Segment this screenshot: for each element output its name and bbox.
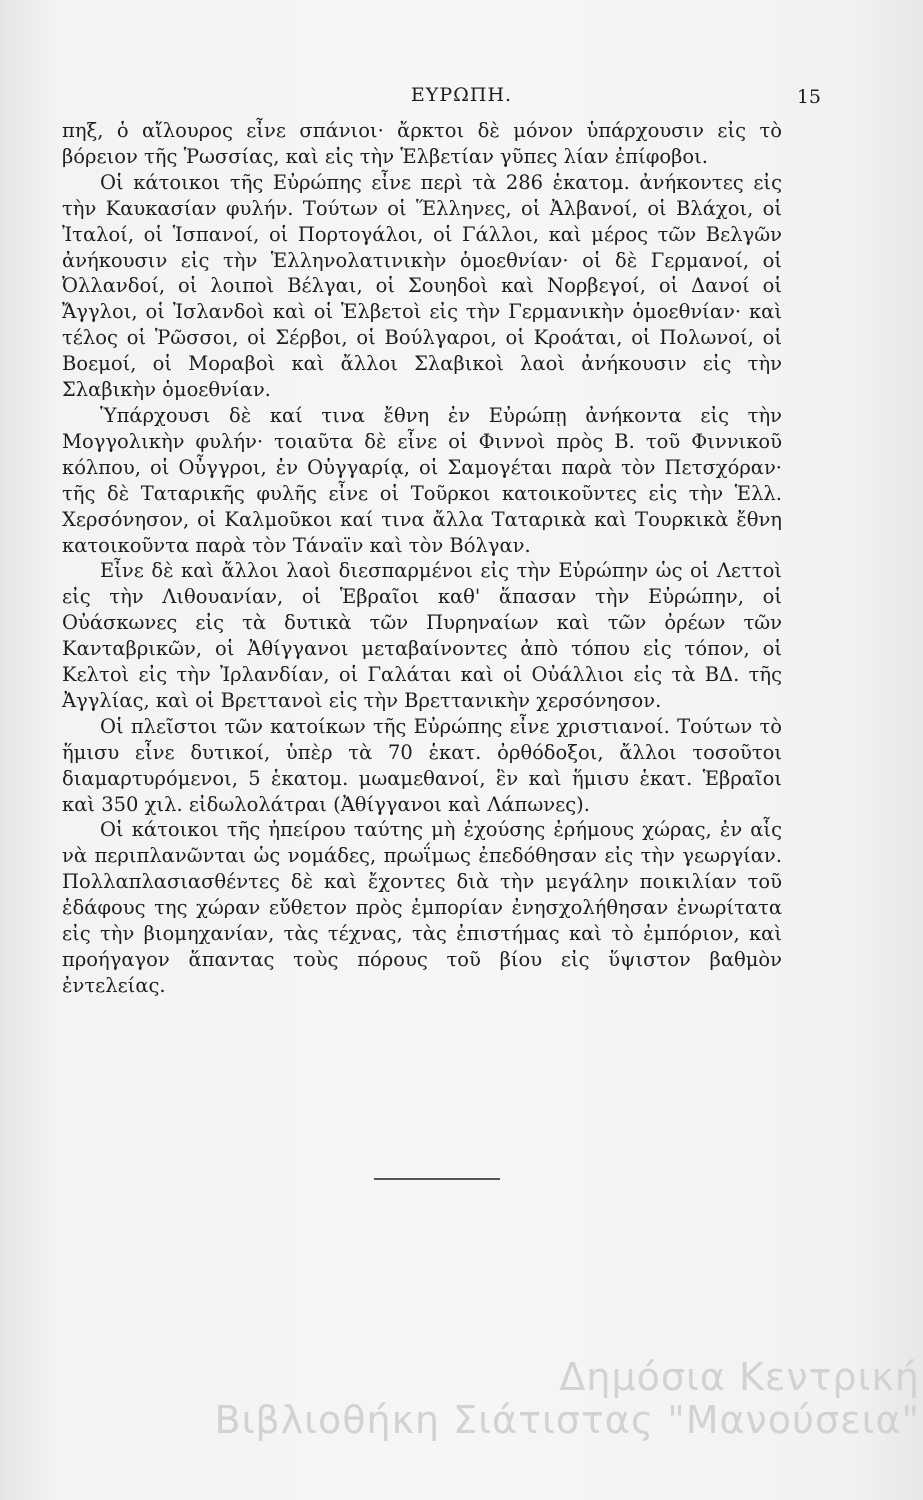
paragraph: Οἱ κάτοικοι τῆς ἠπείρου ταύτης μὴ ἐχούσης ἐρήμους χώρας, ἐν αἷς νὰ περιπλανῶνται ὡς νομάδες, πρωΐμως ἐπεδόθησαν εἰς τὴν γεωργίαν. Πολλαπλασιασθέντες δὲ καὶ ἔχοντες διὰ τὴν μεγάλην ποικιλίαν τοῦ ἐδάφους της χώραν εὔθετον πρὸς ἐμπορίαν ἐνησχολήθησαν ἐνωρίτατα εἰς τὴν βιομηχανίαν, τὰς τέχνας, τὰς ἐπιστήμας καὶ τὸ ἐμπόριον, καὶ προήγαγον ἅπαντας τοὺς πόρους τοῦ βίου εἰς ὕψιστον βαθμὸν ἐντελείας. (62, 818, 782, 997)
paragraph: πηξ, ὁ αἴλουρος εἶνε σπάνιοι· ἄρκτοι δὲ μόνον ὑπάρχουσιν εἰς τὸ βόρειον τῆς Ῥωσσίας, καὶ εἰς τὴν Ἑλβετίαν γῦπες λίαν ἐπίφοβοι. (62, 119, 782, 168)
paragraph: Οἱ κάτοικοι τῆς Εὐρώπης εἶνε περὶ τὰ 286 ἑκατομ. ἀνήκοντες εἰς τὴν Καυκασίαν φυλήν. Τούτων οἱ Ἕλληνες, οἱ Ἀλβανοί, οἱ Βλάχοι, οἱ Ἰταλοί, οἱ Ἱσπανοί, οἱ Πορτογάλοι, οἱ Γάλλοι, καὶ μέρος τῶν Βελγῶν ἀνήκουσιν εἰς τὴν Ἑλληνολατινικὴν ὁμοεθνίαν· οἱ δὲ Γερμανοί, οἱ Ὀλλανδοί, οἱ λοιποὶ Βέλγαι, οἱ Σουηδοὶ καὶ Νορβεγοί, οἱ Δανοί οἱ Ἄγγλοι, οἱ Ἰσλανδοὶ καὶ οἱ Ἑλβετοὶ εἰς τὴν Γερμανικὴν ὁμοεθνίαν· καὶ τέλος οἱ Ῥῶσσοι, οἱ Σέρβοι, οἱ Βούλγαροι, οἱ Κροάται, οἱ Πολωνοί, οἱ Βοεμοί, οἱ Μοραβοὶ καὶ ἄλλοι Σλαβικοὶ λαοὶ ἀνήκουσιν εἰς τὴν Σλαβικὴν ὁμοεθνίαν. (62, 170, 782, 402)
paragraph: Ὑπάρχουσι δὲ καί τινα ἔθνη ἐν Εὐρώπῃ ἀνήκοντα εἰς τὴν Μογγολικὴν φυλήν· τοιαῦτα δὲ εἶνε οἱ Φιννοὶ πρὸς Β. τοῦ Φιννικοῦ κόλπου, οἱ Οὖγγροι, ἐν Οὑγγαρίᾳ, οἱ Σαμογέται παρὰ τὸν Πετσχόραν· τῆς δὲ Ταταρικῆς φυλῆς εἶνε οἱ Τοῦρκοι κατοικοῦντες εἰς τὴν Ἑλλ. Χερσόνησον, οἱ Καλμοῦκοι καί τινα ἄλλα Ταταρικὰ καὶ Τουρκικὰ ἔθνη κατοικοῦντα παρὰ τὸν Τάναϊν καὶ τὸν Βόλγαν. (62, 403, 782, 557)
library-watermark-line-1: Δημόσια Κεντρική (559, 1355, 920, 1399)
body-text (62, 118, 782, 999)
library-watermark-line-2: Βιβλιοθήκη Σιάτιστας "Μανούσεια" (214, 1398, 920, 1442)
paragraph: Εἶνε δὲ καὶ ἄλλοι λαοὶ διεσπαρμένοι εἰς τὴν Εὐρώπην ὡς οἱ Λεττοὶ εἰς τὴν Λιθουανίαν, οἱ Ἑβραῖοι καθ' ἅπασαν τὴν Εὐρώπην, οἱ Οὐάσκωνες εἰς τὰ δυτικὰ τῶν Πυρηναίων καὶ τῶν ὀρέων τῶν Κανταβρικῶν, οἱ Ἀθίγγανοι μεταβαίνοντες ἀπὸ τόπου εἰς τόπον, οἱ Κελτοὶ εἰς τὴν Ἰρλανδίαν, οἱ Γαλάται καὶ οἱ Οὐάλλιοι εἰς τὰ ΒΔ. τῆς Ἀγγλίας, καὶ οἱ Βρεττανοὶ εἰς τὴν Βρεττανικὴν χερσόνησον. (62, 559, 782, 712)
running-head: ΕΥΡΩΠΗ. (410, 84, 513, 106)
end-rule (374, 1178, 500, 1180)
paragraph: Οἱ πλεῖστοι τῶν κατοίκων τῆς Εὐρώπης εἶνε χριστιανοί. Τούτων τὸ ἥμισυ εἶνε δυτικοί, ὑπὲρ τὰ 70 ἑκατ. ὀρθόδοξοι, ἄλλοι τοσοῦτοι διαμαρτυρόμενοι, 5 ἑκατομ. μωαμεθανοί, ἓν καὶ ἥμισυ ἑκατ. Ἑβραῖοι καὶ 350 χιλ. εἰδωλολάτραι (Ἀθίγγανοι καὶ Λάπωνες). (62, 714, 782, 816)
page-number: 15 (796, 86, 821, 108)
